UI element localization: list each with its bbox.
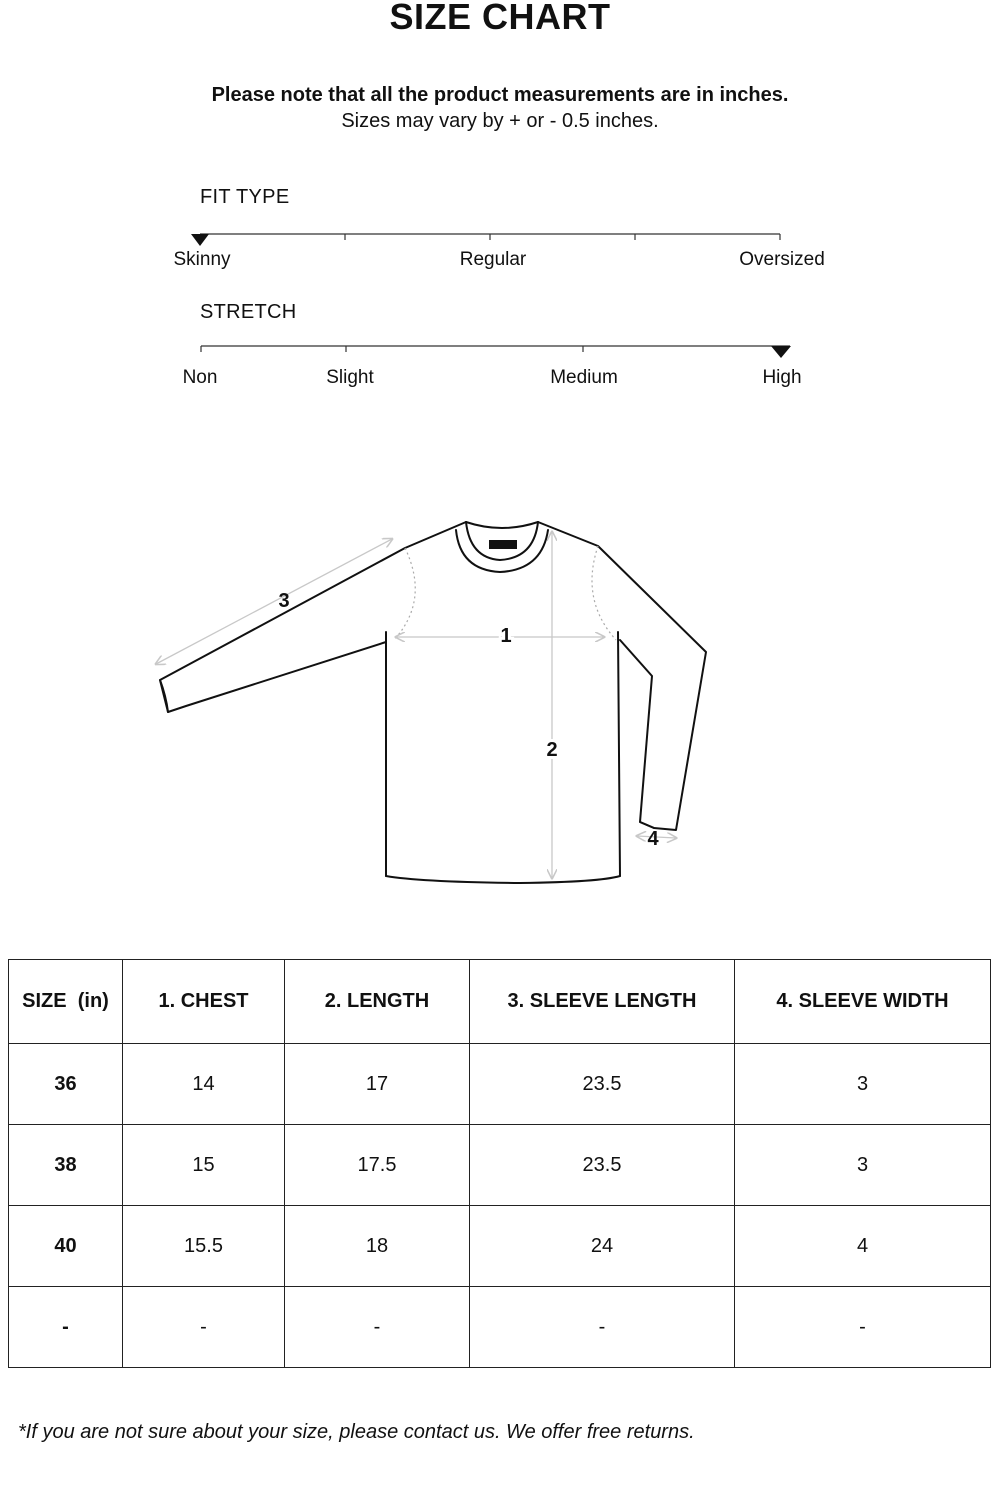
stretch-indicator-icon (771, 346, 791, 358)
fit-type-indicator-icon (191, 234, 209, 246)
marker-sleeve-length: 3 (278, 590, 290, 612)
size-table (8, 959, 991, 1368)
cell-length: 18 (285, 1206, 470, 1287)
stretch-slight: Slight (326, 367, 374, 388)
page-title: SIZE CHART (389, 0, 611, 37)
header-sleeve-length: 3. SLEEVE LENGTH (470, 960, 735, 1044)
cell-sleeve-width: 3 (735, 1125, 991, 1206)
stretch-high: High (762, 367, 802, 388)
cell-sleeve-length: 24 (470, 1206, 735, 1287)
header-chest: 1. CHEST (123, 960, 285, 1044)
cell-size: 36 (9, 1044, 123, 1125)
marker-chest: 1 (500, 625, 512, 647)
neck-label-icon (489, 540, 517, 549)
cell-length: 17 (285, 1044, 470, 1125)
sleeve-length-measure-arrow (156, 539, 392, 664)
stretch-medium: Medium (550, 367, 618, 388)
measurement-note: Please note that all the product measurements are in inches. (211, 84, 789, 106)
cell-sleeve-width: 3 (735, 1044, 991, 1125)
table-row (9, 1287, 991, 1368)
stretch-non: Non (182, 367, 218, 388)
header-sleeve-width: 4. SLEEVE WIDTH (735, 960, 991, 1044)
marker-sleeve-width: 4 (647, 828, 659, 850)
cell-sleeve-width: 4 (735, 1206, 991, 1287)
cell-length: 17.5 (285, 1125, 470, 1206)
fit-type-label: FIT TYPE (200, 186, 290, 208)
header-length: 2. LENGTH (285, 960, 470, 1044)
cell-sleeve-length: - (470, 1287, 735, 1368)
cell-chest: 15.5 (123, 1206, 285, 1287)
sweatshirt-diagram (0, 480, 1000, 900)
sweatshirt-outline-icon (160, 522, 706, 883)
cell-sleeve-width: - (735, 1287, 991, 1368)
stretch-scale (0, 338, 1000, 363)
cell-size: 38 (9, 1125, 123, 1206)
table-row (9, 1044, 991, 1125)
cell-size: - (9, 1287, 123, 1368)
marker-length: 2 (546, 739, 558, 761)
table-header-row (9, 960, 991, 1044)
cell-chest: 15 (123, 1125, 285, 1206)
cell-sleeve-length: 23.5 (470, 1044, 735, 1125)
stretch-label: STRETCH (200, 301, 297, 323)
variance-note: Sizes may vary by + or - 0.5 inches. (341, 110, 659, 132)
cell-sleeve-length: 23.5 (470, 1125, 735, 1206)
cell-size: 40 (9, 1206, 123, 1287)
cell-chest: 14 (123, 1044, 285, 1125)
fit-type-skinny: Skinny (173, 249, 231, 270)
fit-type-regular: Regular (459, 249, 527, 270)
cell-length: - (285, 1287, 470, 1368)
left-armhole-seam (394, 548, 415, 640)
header-size: SIZE (in) (9, 960, 123, 1044)
table-row (9, 1125, 991, 1206)
returns-footnote: *If you are not sure about your size, please contact us. We offer free returns. (18, 1421, 695, 1443)
fit-type-scale (0, 225, 1000, 250)
table-row (9, 1206, 991, 1287)
cell-chest: - (123, 1287, 285, 1368)
fit-type-oversized: Oversized (739, 249, 825, 270)
